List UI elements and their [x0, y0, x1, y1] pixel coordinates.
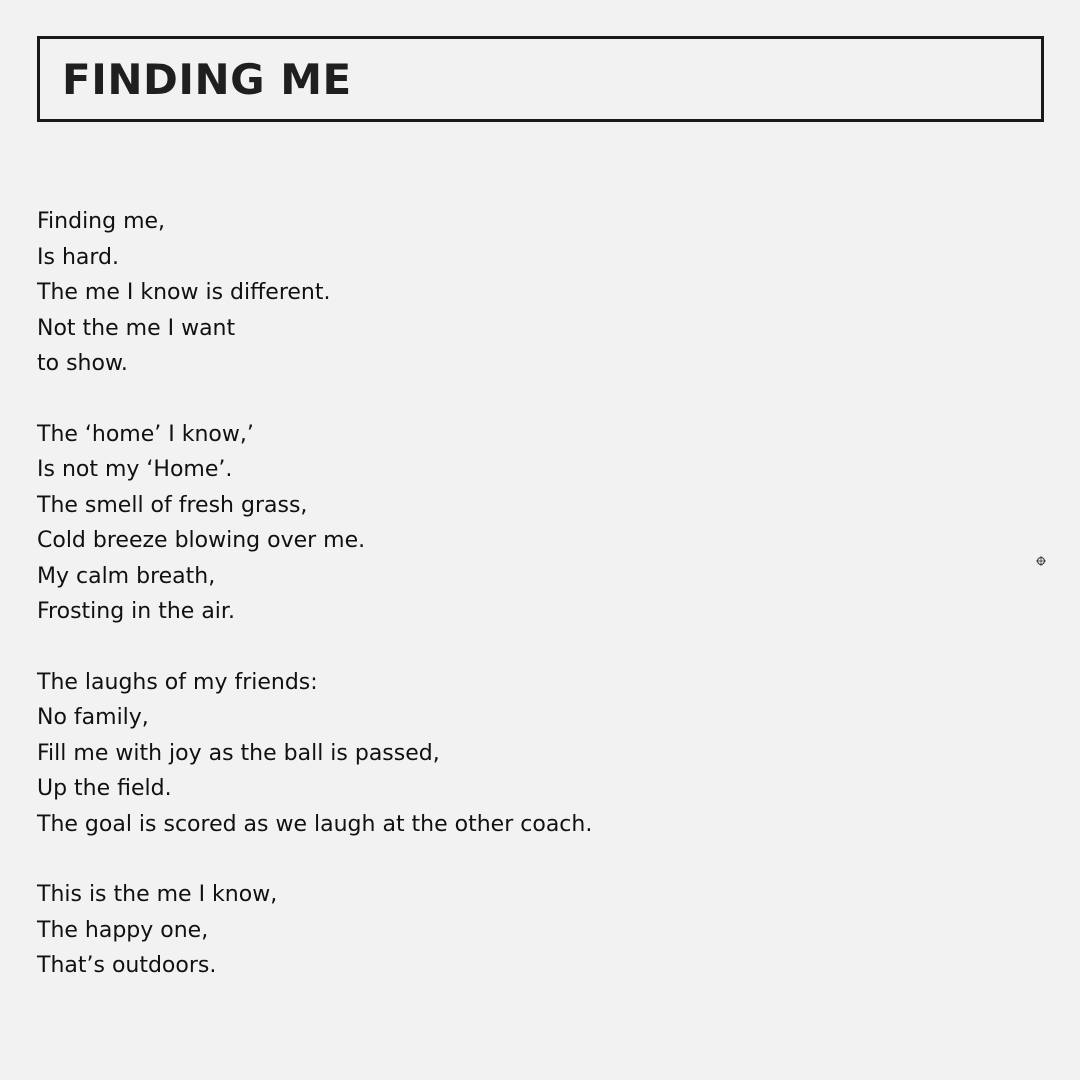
poem-line: Is not my ‘Home’.: [37, 457, 233, 482]
stanza-1: [37, 204, 937, 382]
stanza-4: [37, 877, 937, 984]
poem-line: The laughs of my friends:: [37, 669, 318, 695]
poem-line: The me I know is different.: [37, 280, 331, 305]
poem-line: Not the me I want: [37, 315, 236, 341]
poem-line: Up the ﬁeld.: [37, 776, 172, 801]
cursor-icon: [1036, 552, 1046, 564]
poem-line: Fill me with joy as the ball is passed,: [37, 740, 440, 766]
poem-line: Frosting in the air.: [37, 599, 235, 624]
poem-line: to show.: [37, 351, 128, 376]
poem-line: The goal is scored as we laugh at the other coach.: [37, 811, 593, 837]
poem-line: That’s outdoors.: [37, 953, 217, 978]
title-box: [37, 36, 1044, 122]
stanza-3: [37, 665, 937, 843]
poem-body: [37, 204, 937, 1019]
poem-line: No family,: [37, 705, 149, 730]
poem-line: The ‘home’ I know,’: [37, 421, 254, 447]
poem-line: Finding me,: [37, 209, 166, 234]
poem-line: Is hard.: [37, 244, 119, 270]
stanza-2: [37, 417, 937, 630]
poem-line: The happy one,: [37, 917, 209, 943]
poem-line: This is the me I know,: [37, 882, 278, 907]
poem-line: The smell of fresh grass,: [37, 492, 308, 518]
page-title: FINDING ME: [62, 55, 352, 104]
poem-line: My calm breath,: [37, 563, 216, 589]
poem-line: Cold breeze blowing over me.: [37, 528, 366, 553]
